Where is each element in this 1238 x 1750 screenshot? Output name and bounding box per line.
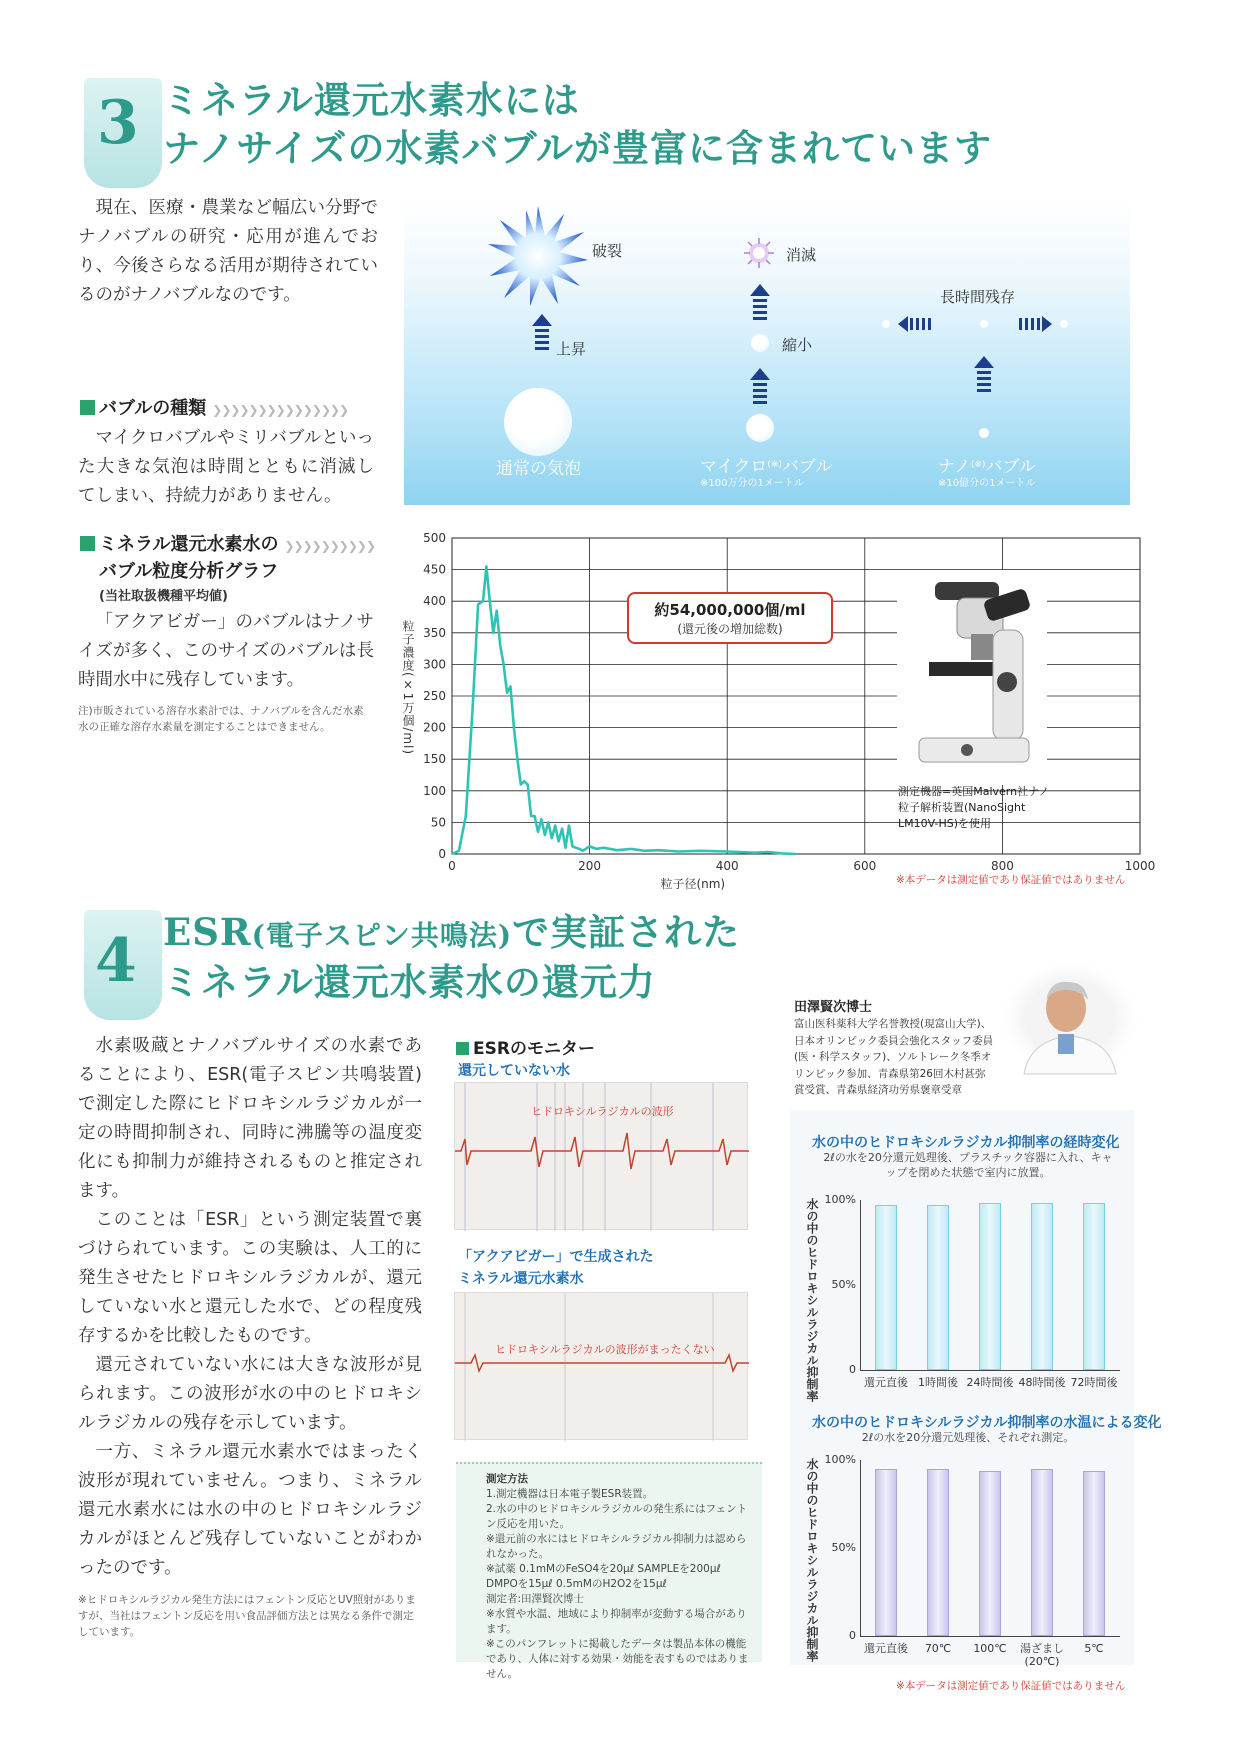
- bar: [927, 1205, 949, 1370]
- square-bullet-icon: [456, 1042, 469, 1055]
- method-line-2: 2.水の中のヒドロキシルラジカルの発生系にはフェントン反応を用いた。: [486, 1503, 748, 1530]
- measurement-method-box: [456, 1462, 762, 1680]
- bar-chart1-subtitle: 2ℓの水を20分還元処理後、プラスチック容器に入れ、キャップを閉めた状態で室内に放置。: [823, 1151, 1113, 1179]
- nano-center-dot-icon: [980, 320, 988, 328]
- long-stay-label: 長時間残存: [940, 288, 1016, 306]
- bar-axis-y: [860, 1200, 861, 1370]
- section3-title-line1: ミネラル還元水素水には: [163, 78, 580, 122]
- bar-y-tick-label: 50%: [831, 1541, 856, 1554]
- y-tick-label: 0: [438, 847, 446, 861]
- section4-footnote: ※ヒドロキシルラジカル発生方法にはフェントン反応とUV照射がありますが、当社はフェントン反応を用い食品評価方法とは異なる条件で測定しています。: [78, 1594, 416, 1638]
- esr-monitor-unreduced: [454, 1082, 748, 1230]
- right-arrow-icon: [1010, 316, 1070, 332]
- chevron-divider-icon: ❯❯❯❯❯❯❯❯❯❯: [284, 539, 376, 553]
- bar-category-label: 湯ざまし(20℃): [1020, 1642, 1064, 1668]
- bar-axis-y: [860, 1460, 861, 1636]
- shrunk-bubble-icon: [751, 334, 769, 352]
- bar: [979, 1471, 1001, 1636]
- bar-axis-x: [860, 1370, 1120, 1371]
- graph-heading-line1: ミネラル還元水素水の ❯❯❯❯❯❯❯❯❯❯: [80, 530, 375, 556]
- section3-number: 3: [97, 88, 139, 158]
- burst-bubble-icon: [488, 206, 588, 306]
- bar-y-tick-label: 100%: [824, 1193, 856, 1206]
- bar: [1083, 1203, 1105, 1370]
- bar-category-label: 72時間後: [1070, 1376, 1118, 1389]
- esr-wave-reduced: [455, 1293, 749, 1441]
- bar-chart2-ylabel: 水の中のヒドロキシルラジカル抑制率: [805, 1458, 819, 1662]
- bar-category-label: 還元直後: [864, 1376, 908, 1389]
- nano-rise-arrow-icon: [974, 356, 994, 396]
- esr-label-reduced-line1: 「アクアビガー」で生成された: [458, 1249, 654, 1265]
- normal-bubble-label: 通常の気泡: [496, 459, 581, 479]
- section3-footnote: 注)市販されている溶存水素計では、ナノバブルを含んだ水素水の正確な溶存水素量を測定することはできません。: [78, 705, 364, 733]
- bar: [1031, 1469, 1053, 1636]
- x-tick-label: 200: [578, 859, 602, 873]
- section4-para1: 水素吸蔵とナノバブルサイズの水素であることにより、ESR(電子スピン共鳴装置)で測定した際にヒドロキシルラジカルが一定の時間抑制され、同時に沸騰等の温度変化にも抑制力が維持されるものと推定されます。: [78, 1036, 422, 1201]
- method-line-4: ※試薬 0.1mMのFeSO4を20μℓ SAMPLEを200μℓ DMPOを15μℓ 0.5mMのH2O2を15μℓ: [486, 1563, 721, 1590]
- y-tick-label: 100: [423, 783, 446, 798]
- bar-category-label: 48時間後: [1018, 1376, 1066, 1389]
- esr-label-reduced-line2: ミネラル還元水素水: [458, 1271, 584, 1287]
- square-bullet-icon: [80, 536, 95, 551]
- bar-category-label: 5℃: [1084, 1642, 1104, 1655]
- bar: [1083, 1471, 1105, 1636]
- micro-rise-arrow-icon: [750, 368, 770, 408]
- section4-para3: 還元されていない水には大きな波形が見られます。この波形が水の中のヒドロキシルラジカルの残存を示しています。: [78, 1355, 422, 1433]
- particle-chart-ylabel: 粒子濃度(×1万個/ml): [401, 620, 415, 756]
- bar-chart2-title: 水の中のヒドロキシルラジカル抑制率の水温による変化: [812, 1415, 1162, 1431]
- y-tick-label: 400: [423, 594, 446, 609]
- vanish-bubble-icon: [744, 238, 774, 268]
- bar-y-tick-label: 0: [849, 1629, 856, 1642]
- bar-category-label: 100℃: [973, 1642, 1007, 1655]
- bubble-illustration: [404, 200, 1130, 505]
- esr-heading: ESRのモニター: [456, 1034, 595, 1059]
- bar-category-label: 1時間後: [918, 1376, 958, 1389]
- section4-para2: このことは「ESR」という測定装置で裏づけられています。この実験は、人工的に発生させたヒドロキシルラジカルが、還元していない水と還元した水で、どの程度残存するかを比較したものです。: [78, 1210, 422, 1346]
- y-tick-label: 500: [423, 531, 446, 545]
- burst-label: 破裂: [592, 242, 623, 260]
- esr-monitor-reduced: [454, 1292, 748, 1440]
- rise-label: 上昇: [556, 340, 587, 358]
- vanish-label: 消滅: [786, 246, 817, 264]
- bar: [875, 1205, 897, 1370]
- micro-bubble-label: マイクロ(※)バブル: [700, 457, 833, 477]
- section4-title-line1: ESR(電子スピン共鳴法)で実証された: [163, 910, 741, 954]
- method-line-3: ※還元前の水にはヒドロキシルラジカル抑制力は認められなかった。: [486, 1533, 747, 1560]
- footer-disclaimer: ※本データは測定値であり保証値ではありません: [896, 1680, 1126, 1692]
- bar: [979, 1203, 1001, 1370]
- bar-chart2-subtitle: 2ℓの水を20分還元処理後、それぞれ測定。: [861, 1431, 1075, 1444]
- particle-callout: [627, 592, 833, 644]
- bar-chart1: [820, 1190, 1130, 1390]
- y-tick-label: 350: [423, 625, 446, 640]
- x-tick-label: 400: [715, 859, 739, 873]
- chevron-divider-icon: ❯❯❯❯❯❯❯❯❯❯❯❯❯❯❯: [212, 403, 349, 417]
- y-tick-label: 250: [423, 689, 446, 703]
- section4-title-line2: ミネラル還元水素水の還元力: [163, 960, 656, 1004]
- bar-category-label: 還元直後: [864, 1642, 908, 1655]
- section4-number: 4: [95, 926, 137, 996]
- y-tick-label: 200: [423, 720, 446, 735]
- bubble-types-heading: バブルの種類 ❯❯❯❯❯❯❯❯❯❯❯❯❯❯❯: [80, 394, 348, 420]
- square-bullet-icon: [80, 400, 95, 415]
- particle-callout-sub: (還元後の増加総数): [677, 622, 783, 636]
- method-line-5: 測定者:田澤賢次博士: [486, 1593, 585, 1605]
- bar-y-tick-label: 50%: [831, 1278, 856, 1291]
- particle-callout-value: 約54,000,000個/ml: [654, 601, 806, 619]
- y-tick-label: 150: [423, 752, 446, 767]
- bar-axis-x: [860, 1636, 1120, 1637]
- method-line-7: ※このパンフレットに掲載したデータは製品本体の機能であり、人体に対する効果・効能を表すものではありません。: [486, 1638, 749, 1680]
- x-tick-label: 800: [990, 859, 1014, 873]
- bar-chart1-title: 水の中のヒドロキシルラジカル抑制率の経時変化: [812, 1135, 1120, 1151]
- doctor-portrait: [1002, 962, 1138, 1074]
- x-tick-label: 1000: [1124, 859, 1156, 873]
- y-tick-label: 300: [423, 657, 446, 672]
- section4-para4: 一方、ミネラル還元水素水ではまったく波形が現れていません。つまり、ミネラル還元水素水には水の中のヒドロキシルラジカルがほとんど残存していないことがわかったのです。: [78, 1442, 422, 1578]
- esr-wave-label-unreduced: ヒドロキシルラジカルの波形: [531, 1105, 674, 1118]
- instrument-note: 測定機器=英国Malvern社ナノ粒子解析装置(NanoSight LM10V-HS)を使用: [898, 785, 1050, 830]
- nano-bubble-label: ナノ(※)バブル: [938, 457, 1036, 477]
- y-tick-label: 50: [430, 815, 446, 830]
- method-line-6: ※水質や水温、地域により抑制率が変動する場合があります。: [486, 1608, 747, 1635]
- x-tick-label: 0: [448, 859, 456, 873]
- bar-y-tick-label: 100%: [824, 1453, 856, 1466]
- doctor-name: 田澤賢次博士: [794, 1000, 873, 1015]
- bar-category-label: 70℃: [924, 1642, 952, 1655]
- particle-chart-disclaimer: ※本データは測定値であり保証値ではありません: [896, 874, 1126, 886]
- shrink-arrow-icon: [750, 284, 770, 324]
- microscope-photo: [897, 570, 1047, 785]
- method-title: 測定方法: [486, 1473, 528, 1485]
- rise-arrow-icon: [532, 314, 552, 354]
- section3-title-line2: ナノサイズの水素バブルが豊富に含まれています: [163, 126, 992, 170]
- graph-heading-note: (当社取扱機種平均値): [99, 589, 228, 604]
- bar: [927, 1469, 949, 1636]
- bubble-types-text: マイクロバブルやミリバブルといった大きな気泡は時間とともに消滅してしまい、持続力がありません。: [78, 428, 374, 506]
- bar: [1031, 1203, 1053, 1370]
- micro-bubble-note: ※100万分の1メートル: [700, 478, 804, 489]
- graph-text: 「アクアビガー」のバブルはナノサイズが多く、このサイズのバブルは長時間水中に残存しています。: [78, 612, 374, 690]
- esr-wave-label-reduced: ヒドロキシルラジカルの波形がまったくない: [495, 1343, 715, 1356]
- doctor-bio: 富山医科薬科大学名誉教授(現富山大学)、日本オリンピック委員会強化スタッフ委員(医・科学スタッフ)、ソルトレーク冬季オリンピック参加、青森県第26回木村甚弥賞受賞、青森県経済功労県褒章受章: [794, 1018, 994, 1096]
- method-line-1: 1.測定機器は日本電子製ESR装置。: [486, 1488, 654, 1500]
- nano-bubble-note: ※10億分の1メートル: [938, 478, 1036, 489]
- graph-heading-line2: バブル粒度分析グラフ: [99, 561, 279, 582]
- section4-body: [78, 1032, 422, 1583]
- shrink-label: 縮小: [782, 336, 813, 354]
- y-tick-label: 450: [423, 562, 446, 577]
- bar-y-tick-label: 0: [849, 1363, 856, 1376]
- bar-chart2: [820, 1450, 1130, 1668]
- section3-intro: 現在、医療・農業など幅広い分野でナノバブルの研究・応用が進んでおり、今後さらなる活用が期待されているのがナノバブルなのです。: [78, 198, 378, 305]
- left-arrow-icon: [880, 316, 940, 332]
- micro-bubble-icon: [746, 414, 774, 442]
- x-tick-label: 600: [853, 859, 877, 873]
- bar-chart1-ylabel: 水の中のヒドロキシルラジカル抑制率: [805, 1198, 819, 1402]
- normal-bubble-icon: [504, 388, 572, 456]
- bar-category-label: 24時間後: [966, 1376, 1014, 1389]
- nano-bubble-icon: [979, 428, 989, 438]
- x-axis-label: 粒子径(nm): [660, 877, 726, 891]
- esr-label-unreduced: 還元していない水: [458, 1063, 570, 1079]
- bar: [875, 1469, 897, 1636]
